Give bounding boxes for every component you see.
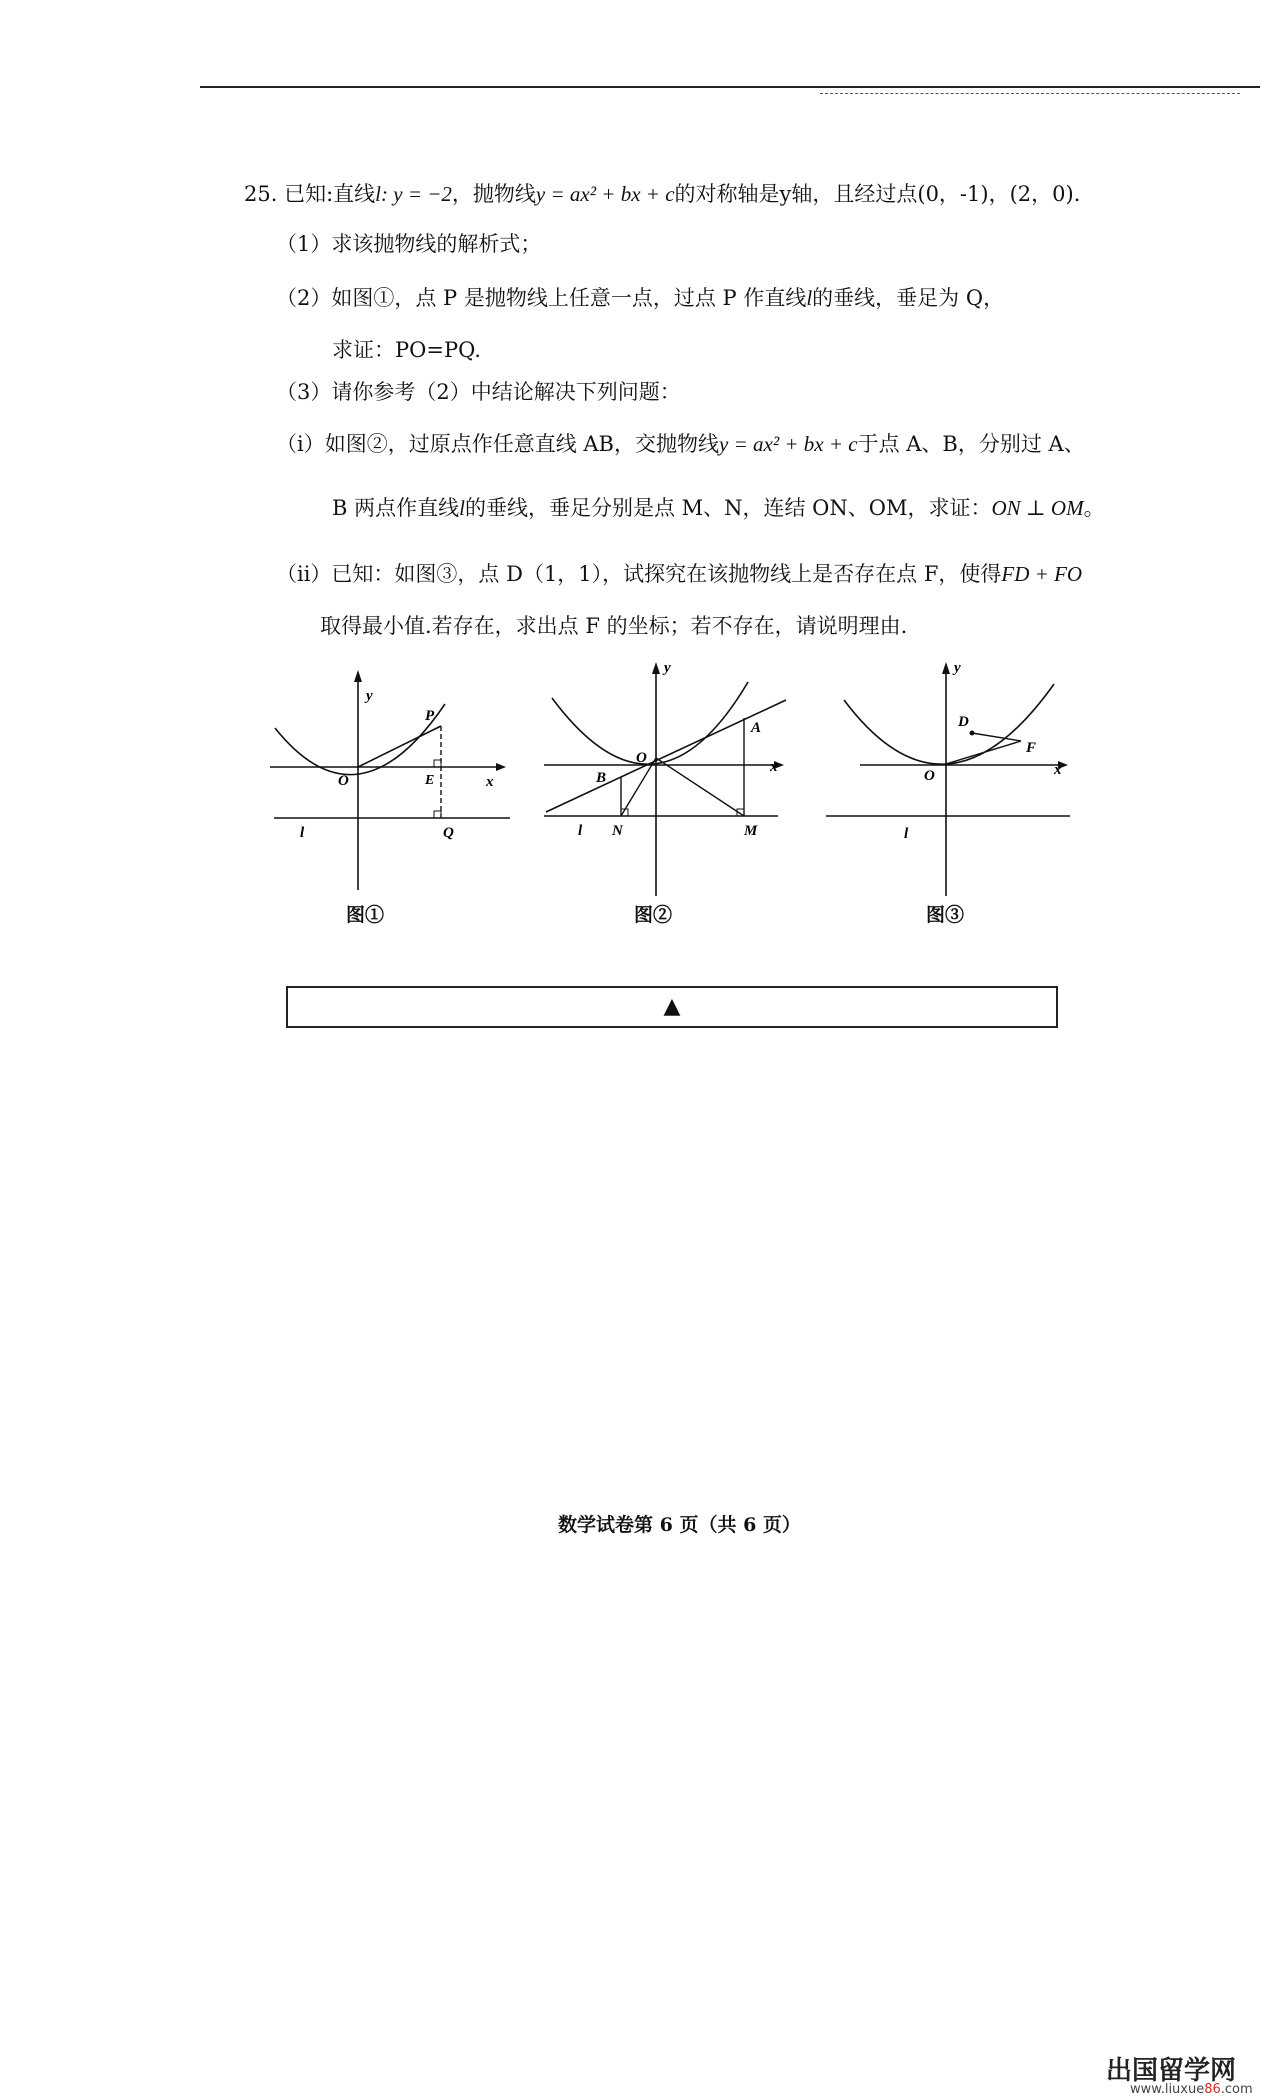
part-2a-suffix: 的垂线，垂足为 Q， — [812, 286, 1005, 310]
part-3i2-mid: 的垂线，垂足分别是点 M、N，连结 ON、OM，求证： — [464, 496, 992, 520]
fig1-segment-po — [358, 726, 441, 767]
parabola-equation: y = ax² + bx + c — [535, 182, 675, 206]
fig2-segment-on — [621, 758, 656, 816]
line-name: l — [375, 182, 382, 206]
fig1-label-e: E — [425, 773, 435, 788]
part-2a-prefix: （2）如图①，点 P 是抛物线上任意一点，过点 P 作直线 — [276, 286, 807, 310]
fig3-parabola — [844, 684, 1054, 764]
part-3i-prefix: （ⅰ）如图②，过原点作任意直线 AB，交抛物线 — [276, 432, 719, 456]
fig2-label-o: O — [636, 750, 647, 766]
part-3ii — [276, 560, 1082, 588]
part-3i-line2 — [332, 494, 1105, 522]
fig1-parabola — [275, 704, 445, 775]
parabola-text: ，抛物线 — [451, 182, 536, 206]
question-number: 25. — [244, 182, 278, 206]
watermark-url — [1130, 2082, 1253, 2097]
fig1-right-angle-q — [434, 811, 441, 818]
fig1-label-o: O — [338, 773, 349, 789]
fig2-line-ab — [546, 700, 786, 812]
answer-box — [286, 986, 1058, 1028]
fig1-y-arrow — [354, 670, 362, 682]
fig2-label-a: A — [751, 720, 762, 736]
fig2-parabola — [552, 682, 748, 764]
fig3-label-o: O — [924, 768, 935, 784]
line-equation: : y = −2 — [381, 182, 452, 206]
fig2-label-m: M — [744, 823, 758, 839]
answer-box-symbol: ▲ — [663, 994, 681, 1019]
part-2a-line: l — [806, 286, 813, 310]
part-3i-suffix: 于点 A、B，分别过 A、 — [857, 432, 1085, 456]
fig3-label-f: F — [1026, 740, 1037, 756]
figure-2-caption: 图② — [634, 904, 673, 926]
figure-2 — [540, 660, 800, 900]
part-3i2-line: l — [459, 496, 465, 520]
part-3i2-equation: ON ⊥ OM — [991, 496, 1084, 520]
figure-1-caption: 图① — [346, 904, 385, 926]
fig2-label-x: x — [770, 759, 778, 775]
given-line-text: 直线 — [333, 182, 376, 206]
part-2a — [276, 284, 1004, 312]
question-stem — [244, 180, 1080, 208]
fig3-label-l: l — [904, 826, 909, 842]
fig2-label-n: N — [612, 823, 623, 839]
header-rule-dashed — [820, 93, 1240, 94]
part-3i2-prefix: B 两点作直线 — [332, 496, 460, 520]
fig1-label-x: x — [486, 774, 494, 790]
fig3-point-d — [970, 731, 975, 736]
figure-3 — [820, 660, 1080, 900]
fig1-label-l: l — [300, 825, 305, 841]
fig1-right-angle-e — [434, 760, 441, 767]
figure-1 — [270, 660, 520, 900]
fig3-label-y: y — [954, 660, 961, 676]
fig1-label-p: P — [425, 708, 435, 724]
fig2-y-arrow — [652, 662, 660, 674]
figure-3-caption: 图③ — [926, 904, 965, 926]
watermark-url-prefix: www.liuxue — [1130, 2082, 1205, 2097]
part-3i — [276, 430, 1085, 458]
part-3i2-end: 。 — [1083, 496, 1105, 520]
fig2-label-y: y — [664, 660, 671, 676]
fig3-label-d: D — [958, 714, 969, 730]
fig3-segment-fo — [946, 741, 1021, 764]
part-1: （1）求该抛物线的解析式； — [276, 232, 542, 256]
given-suffix: 的对称轴是y轴，且经过点(0，-1)，(2，0). — [674, 182, 1081, 206]
part-3ii-prefix: （ⅱ）已知：如图③，点 D（1，1），试探究在该抛物线上是否存在点 F，使得 — [276, 562, 1002, 586]
part-2b: 求证：PO=PQ. — [332, 338, 481, 362]
fig2-segment-om — [656, 758, 744, 816]
header-rule — [200, 86, 1260, 88]
part-3ii-line2: 取得最小值.若存在，求出点 F 的坐标；若不存在，请说明理由. — [320, 614, 908, 638]
fig3-segment-fd — [972, 733, 1021, 741]
fig2-label-l: l — [578, 823, 583, 839]
part-3ii-equation: FD + FO — [1001, 562, 1083, 586]
page-footer: 数学试卷第 6 页（共 6 页） — [558, 1514, 801, 1536]
watermark-url-suffix: .com — [1220, 2082, 1253, 2097]
part-3i-equation: y = ax² + bx + c — [719, 432, 858, 456]
watermark-name: 出国留学网 — [1106, 2056, 1237, 2086]
fig3-label-x: x — [1054, 762, 1062, 778]
fig1-label-y: y — [366, 688, 373, 704]
watermark-url-highlight: 86 — [1204, 2082, 1221, 2097]
fig1-x-arrow — [496, 763, 506, 771]
given-prefix: 已知: — [284, 182, 334, 206]
fig1-label-q: Q — [443, 825, 454, 841]
fig2-label-b: B — [596, 770, 607, 786]
part-3: （3）请你参考（2）中结论解决下列问题： — [276, 380, 681, 404]
fig3-y-arrow — [942, 662, 950, 674]
